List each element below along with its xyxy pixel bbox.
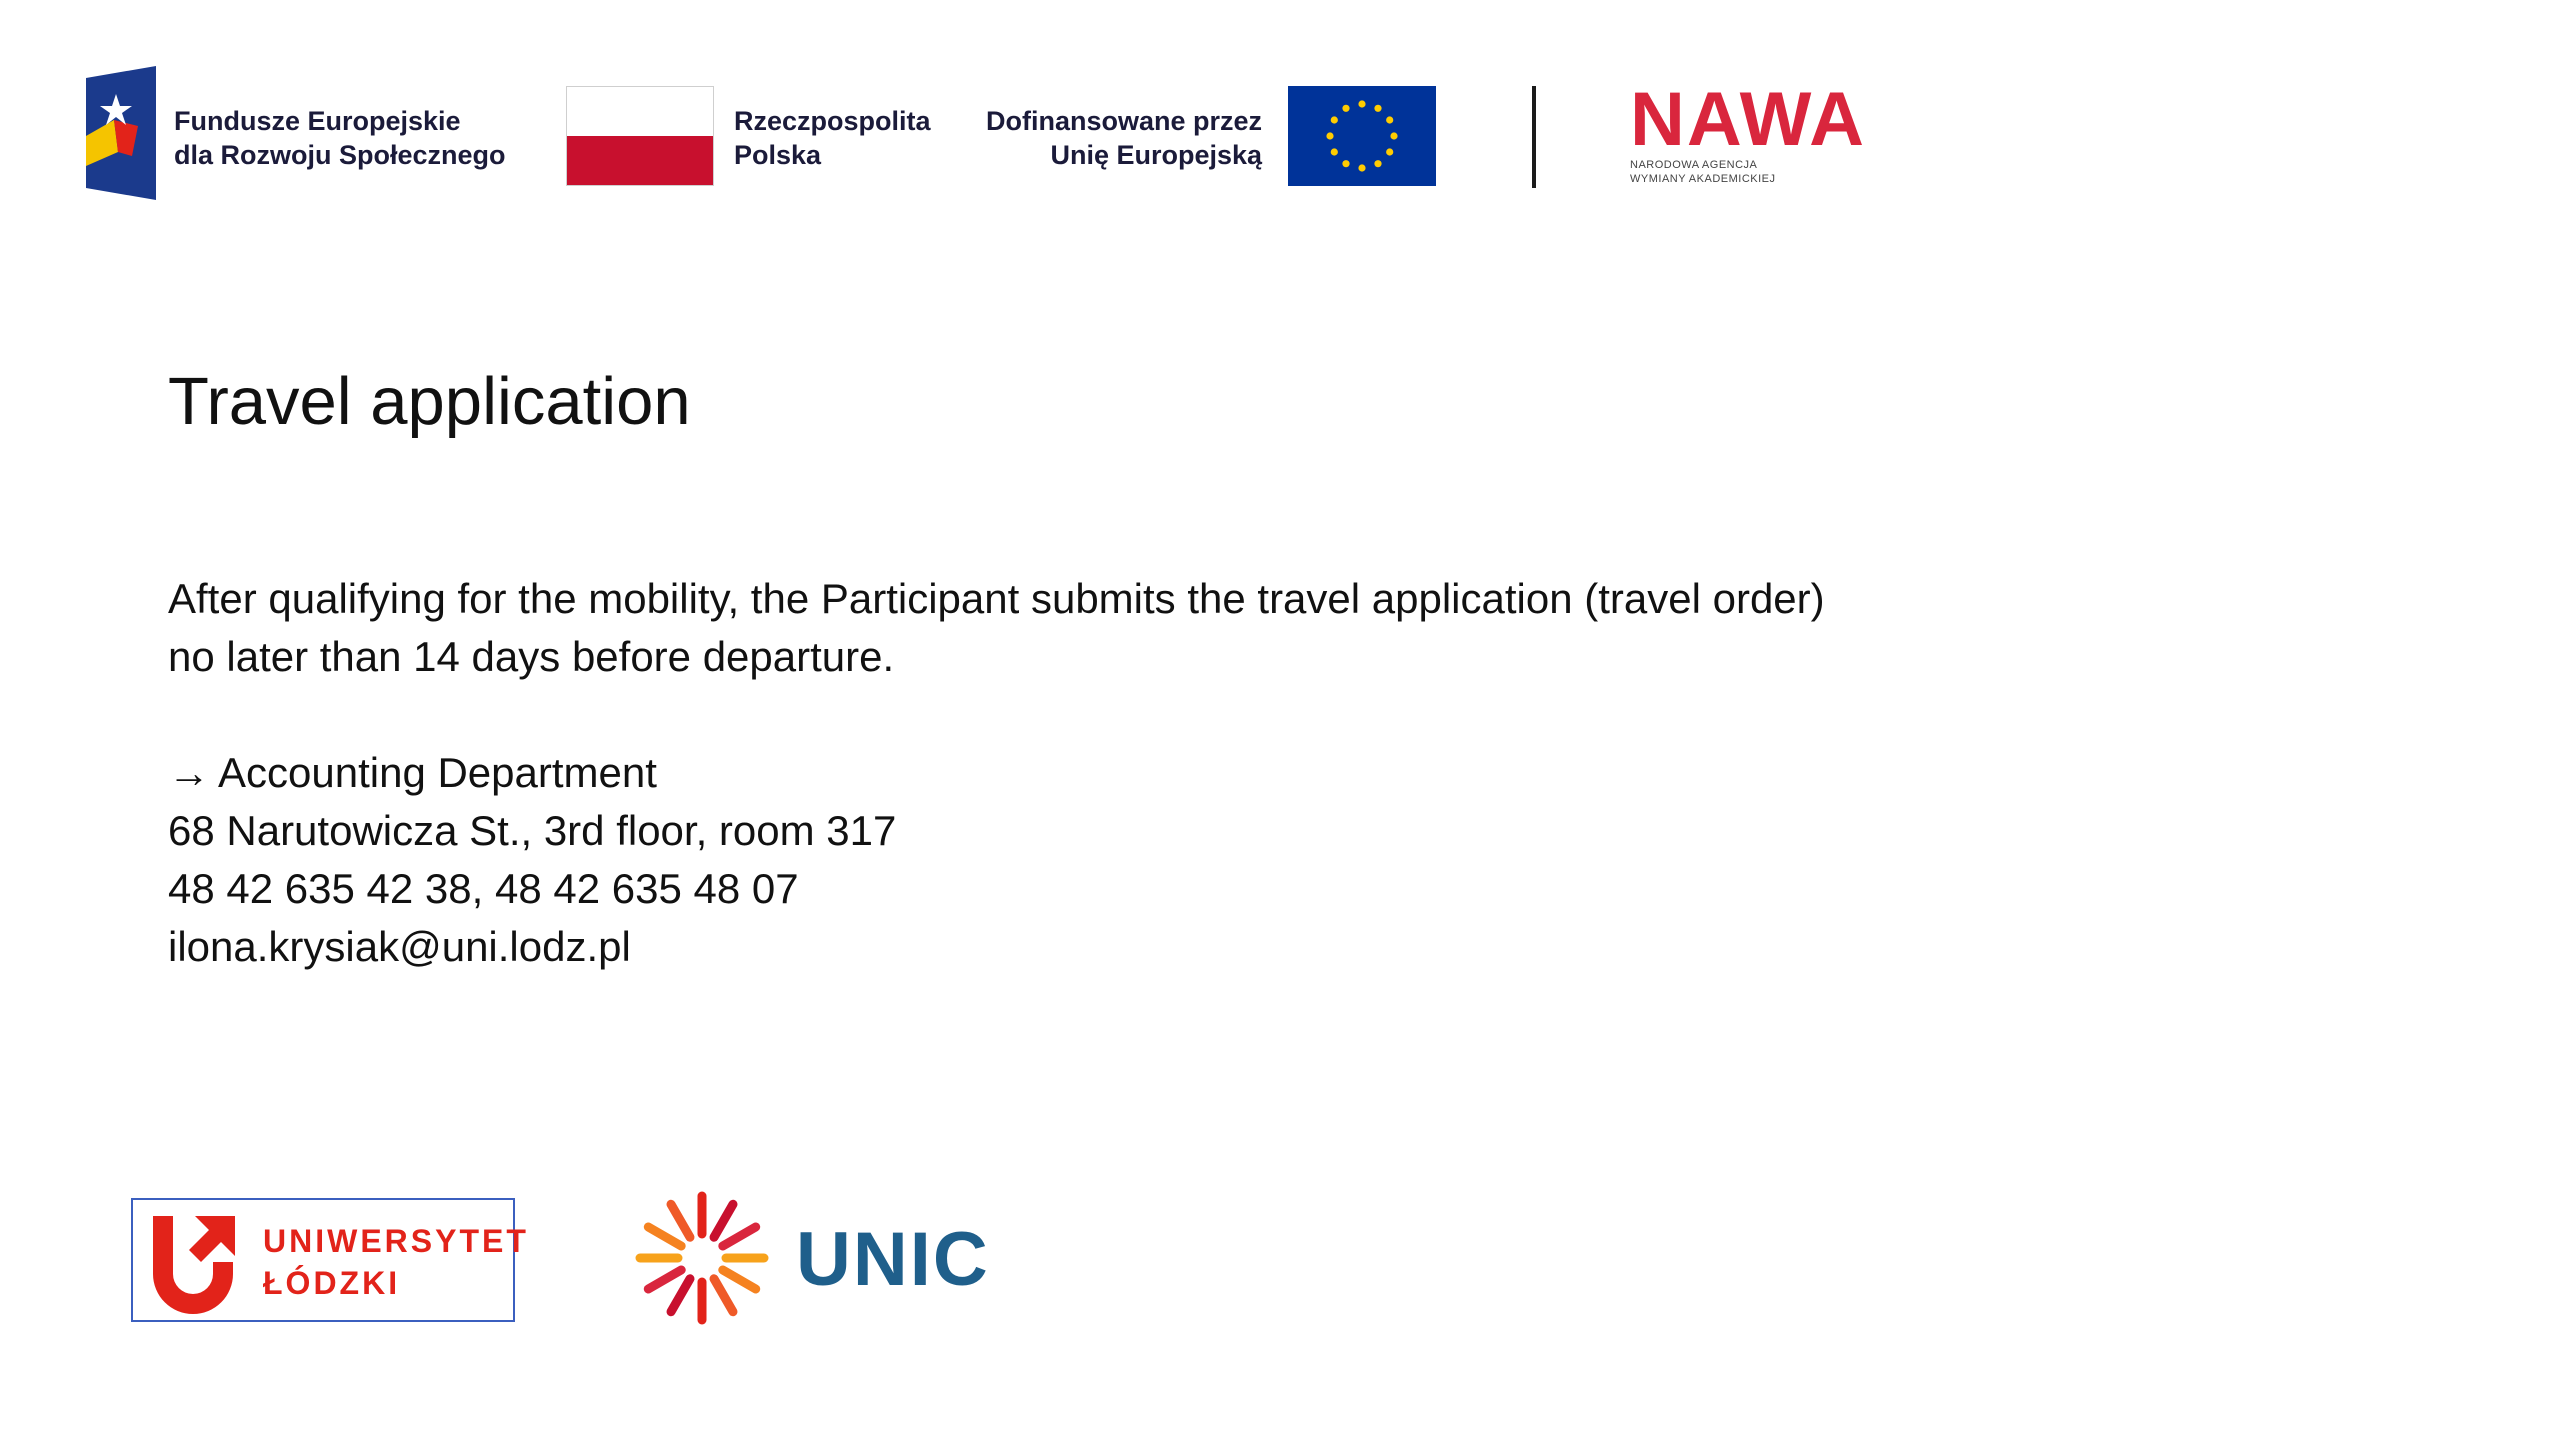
body-text [168, 570, 2268, 976]
rzeczpospolita-polska-text [734, 104, 931, 172]
eu-cofinanced-text [986, 104, 1262, 172]
fe-line1: Fundusze Europejskie [174, 106, 461, 136]
uniwersytet-lodzki-logo [131, 1198, 529, 1322]
eu-flag-icon [1288, 86, 1436, 186]
eu-star [1390, 132, 1397, 139]
department-address: 68 Narutowicza St., 3rd floor, room 317 [168, 807, 897, 854]
fundusze-europejskie-text [174, 104, 506, 172]
unic-ray [671, 1279, 690, 1312]
eu-star [1342, 160, 1349, 167]
eu-star [1374, 105, 1381, 112]
eu-line1: Dofinansowane przez [986, 106, 1263, 136]
eu-star [1386, 116, 1393, 123]
eu-star [1331, 148, 1338, 155]
nawa-wordmark: NAWA [1630, 77, 1866, 162]
pl-line1: Rzeczpospolita [734, 106, 931, 136]
ul-line1: UNIWERSYTET [263, 1223, 529, 1259]
eu-star [1331, 116, 1338, 123]
nawa-logo [1630, 77, 1880, 192]
department-line [168, 744, 2268, 802]
department-phones: 48 42 635 42 38, 48 42 635 48 07 [168, 865, 799, 912]
unic-ray [723, 1227, 756, 1246]
header-divider [1532, 86, 1536, 188]
unic-sunburst-icon [634, 1190, 770, 1326]
nawa-sub-line2: WYMIANY AKADEMICKIEJ [1630, 173, 1776, 185]
eu-star [1358, 100, 1365, 107]
arrow-right-icon: → [168, 749, 210, 796]
unic-ray [723, 1270, 756, 1289]
eu-star [1358, 164, 1365, 171]
uniwersytet-lodzki-text [263, 1220, 529, 1304]
unic-logo [634, 1190, 990, 1330]
unic-ray [714, 1279, 733, 1312]
unic-ray [714, 1204, 733, 1237]
polish-flag-icon [566, 86, 714, 186]
contact-email[interactable]: ilona.krysiak@uni.lodz.pl [168, 923, 631, 970]
eu-star [1342, 105, 1349, 112]
unic-wordmark: UNIC [796, 1217, 990, 1302]
unic-ray [648, 1227, 681, 1246]
unic-ray [671, 1204, 690, 1237]
eu-line2: Unię Europejską [1050, 140, 1263, 170]
ul-line2: ŁÓDZKI [263, 1265, 401, 1301]
instruction-line1: After qualifying for the mobility, the Participant submits the travel application (travel order) [168, 575, 1825, 622]
university-lodz-mark-icon [139, 1204, 247, 1318]
header-logo-bar [86, 66, 1886, 206]
eu-star [1386, 148, 1393, 155]
eu-star [1326, 132, 1333, 139]
unic-ray [648, 1270, 681, 1289]
nawa-sub-line1: NARODOWA AGENCJA [1630, 159, 1758, 171]
eu-star [1374, 160, 1381, 167]
pl-line2: Polska [734, 140, 822, 170]
fe-line2: dla Rozwoju Społecznego [174, 140, 506, 170]
page-title: Travel application [168, 364, 691, 439]
fundusze-europejskie-logo-icon [86, 66, 156, 200]
instruction-line2: no later than 14 days before departure. [168, 633, 895, 680]
department-name: Accounting Department [218, 749, 657, 796]
